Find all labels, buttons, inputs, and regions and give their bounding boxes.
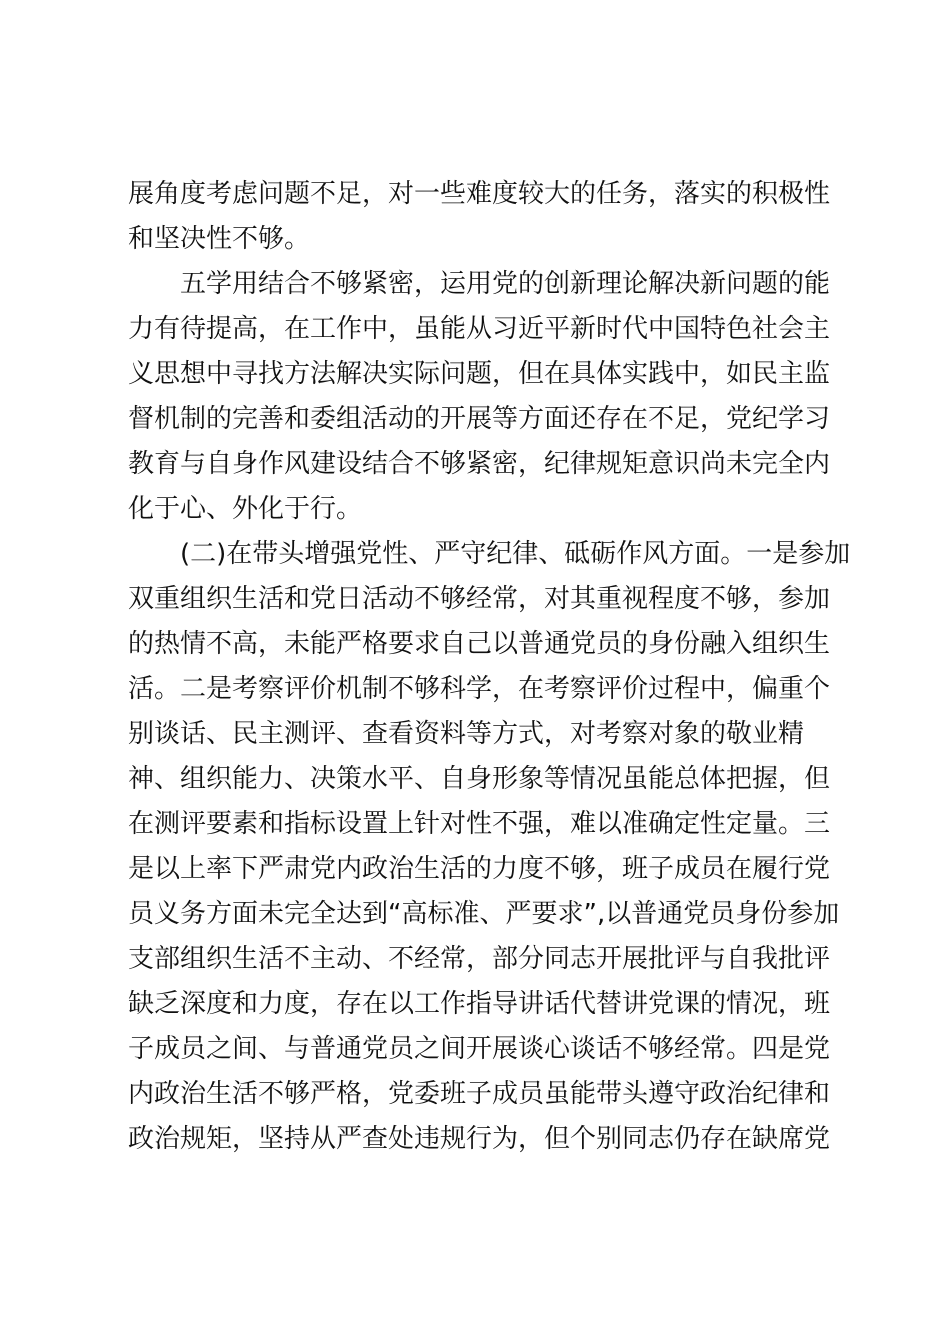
text-line: 缺乏深度和力度，存在以工作指导讲话代替讲党课的情况，班 [128,989,831,1019]
paragraph-start-line: (二)在带头增强党性、严守纪律、砥砺作风方面。一是参加 [180,539,851,569]
text-line: 政治规矩，坚持从严查处违规行为，但个别同志仍存在缺席党 [128,1124,831,1154]
text-line: 教育与自身作风建设结合不够紧密，纪律规矩意识尚未完全内 [128,449,831,479]
text-line: 是以上率下严肃党内政治生活的力度不够，班子成员在履行党 [128,854,831,884]
text-line: 内政治生活不够严格，党委班子成员虽能带头遵守政治纪律和 [128,1079,831,1109]
text-line: 在测评要素和指标设置上针对性不强，难以准确定性定量。三 [128,809,831,839]
text-line: 别谈话、民主测评、查看资料等方式，对考察对象的敬业精 [128,719,805,749]
text-line: 和坚决性不够。 [128,224,311,254]
text-line: 员义务方面未完全达到“高标准、严要求”,以普通党员身份参加 [128,899,840,929]
paragraph-start-line: 五学用结合不够紧密，运用党的创新理论解决新问题的能 [180,269,831,299]
text-line: 义思想中寻找方法解决实际问题，但在具体实践中，如民主监 [128,359,831,389]
text-line: 力有待提高，在工作中，虽能从习近平新时代中国特色社会主 [128,314,831,344]
text-line: 化于心、外化于行。 [128,494,363,524]
text-line: 的热情不高，未能严格要求自己以普通党员的身份融入组织生 [128,629,831,659]
text-line: 活。二是考察评价机制不够科学，在考察评价过程中，偏重个 [128,674,831,704]
text-line: 支部组织生活不主动、不经常，部分同志开展批评与自我批评 [128,944,831,974]
text-line: 展角度考虑问题不足，对一些难度较大的任务，落实的积极性 [128,179,831,209]
text-line: 子成员之间、与普通党员之间开展谈心谈话不够经常。四是党 [128,1034,831,1064]
text-line: 神、组织能力、决策水平、自身形象等情况虽能总体把握，但 [128,764,831,794]
text-line: 双重组织生活和党日活动不够经常，对其重视程度不够，参加 [128,584,831,614]
text-line: 督机制的完善和委组活动的开展等方面还存在不足，党纪学习 [128,404,831,434]
